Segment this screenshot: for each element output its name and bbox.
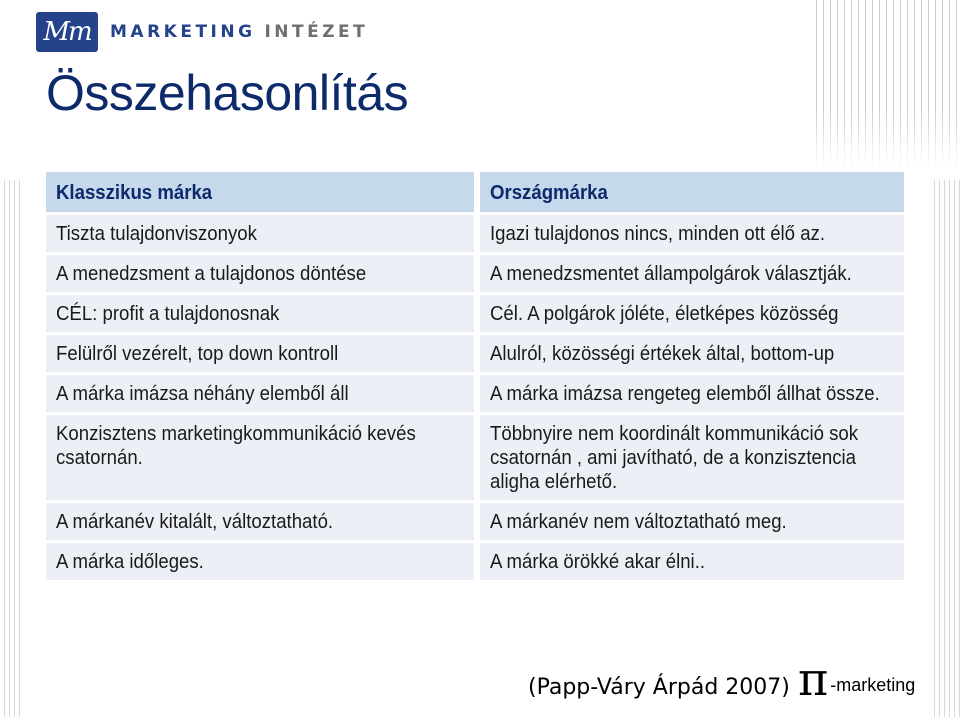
cell-classic-brand bbox=[46, 542, 477, 582]
cell-classic-brand bbox=[46, 334, 477, 374]
cell-text: A márkanév kitalált, változtatható. bbox=[56, 511, 334, 533]
cell-text: Tiszta tulajdonviszonyok bbox=[56, 223, 257, 245]
cell-text: A menedzsment a tulajdonos döntése bbox=[56, 263, 367, 285]
cell-text: Konzisztens marketingkommunikáció kevés csatornán. bbox=[56, 423, 416, 469]
table-row bbox=[46, 542, 904, 582]
cell-country-brand bbox=[477, 542, 904, 582]
cell-country-brand bbox=[477, 414, 904, 502]
comparison-table bbox=[46, 172, 904, 583]
decorative-stripes-right bbox=[930, 180, 960, 717]
cell-country-brand bbox=[477, 502, 904, 542]
cell-classic-brand bbox=[46, 214, 477, 254]
cell-country-brand bbox=[477, 214, 904, 254]
pi-icon: π bbox=[798, 652, 829, 706]
table-row bbox=[46, 334, 904, 374]
cell-text: A márka időleges. bbox=[56, 551, 204, 573]
table-row bbox=[46, 294, 904, 334]
cell-classic-brand bbox=[46, 294, 477, 334]
slide-title: Összehasonlítás bbox=[46, 65, 409, 121]
table-row bbox=[46, 254, 904, 294]
logo-text bbox=[110, 22, 368, 42]
logo-text-part2: INTÉZET bbox=[264, 22, 369, 42]
marketing-intezet-logo bbox=[36, 12, 368, 52]
cell-text: Felülről vezérelt, top down kontroll bbox=[56, 343, 339, 365]
cell-classic-brand bbox=[46, 374, 477, 414]
decorative-stripes-top-right bbox=[810, 0, 960, 170]
table-row bbox=[46, 502, 904, 542]
cell-text: Alulról, közösségi értékek által, bottom-up bbox=[490, 343, 835, 365]
cell-classic-brand bbox=[46, 414, 477, 502]
table-row bbox=[46, 414, 904, 502]
cell-classic-brand bbox=[46, 254, 477, 294]
logo-text-part1: MARKETING bbox=[110, 22, 256, 42]
table-header-row bbox=[46, 172, 904, 214]
cell-text: A menedzsmentet állampolgárok választják. bbox=[490, 263, 852, 285]
cell-country-brand bbox=[477, 294, 904, 334]
table-row bbox=[46, 374, 904, 414]
cell-country-brand bbox=[477, 334, 904, 374]
header-classic-brand: Klasszikus márka bbox=[46, 172, 477, 214]
table-row bbox=[46, 214, 904, 254]
pi-marketing-logo bbox=[798, 652, 916, 706]
header-country-brand: Országmárka bbox=[477, 172, 904, 214]
cell-text: Cél. A polgárok jóléte, életképes közösség bbox=[490, 303, 839, 325]
logo-mark-icon: Mm bbox=[36, 12, 98, 52]
cell-country-brand bbox=[477, 254, 904, 294]
cell-classic-brand bbox=[46, 502, 477, 542]
citation: (Papp-Váry Árpád 2007) bbox=[528, 675, 790, 700]
cell-text: A márka imázsa néhány elemből áll bbox=[56, 383, 349, 405]
decorative-stripes-left bbox=[0, 180, 22, 717]
cell-text: Igazi tulajdonos nincs, minden ott élő az. bbox=[490, 223, 826, 245]
cell-text: A márka imázsa rengeteg elemből állhat össze. bbox=[490, 383, 880, 405]
cell-text: CÉL: profit a tulajdonosnak bbox=[56, 303, 280, 325]
cell-text: A márka örökké akar élni.. bbox=[490, 551, 706, 573]
cell-country-brand bbox=[477, 374, 904, 414]
pi-marketing-text: -marketing bbox=[830, 675, 916, 695]
cell-text: Többnyire nem koordinált kommunikáció sok csatornán , ami javítható, de a konzisztencia aligha elérhető. bbox=[490, 423, 859, 493]
cell-text: A márkanév nem változtatható meg. bbox=[490, 511, 787, 533]
